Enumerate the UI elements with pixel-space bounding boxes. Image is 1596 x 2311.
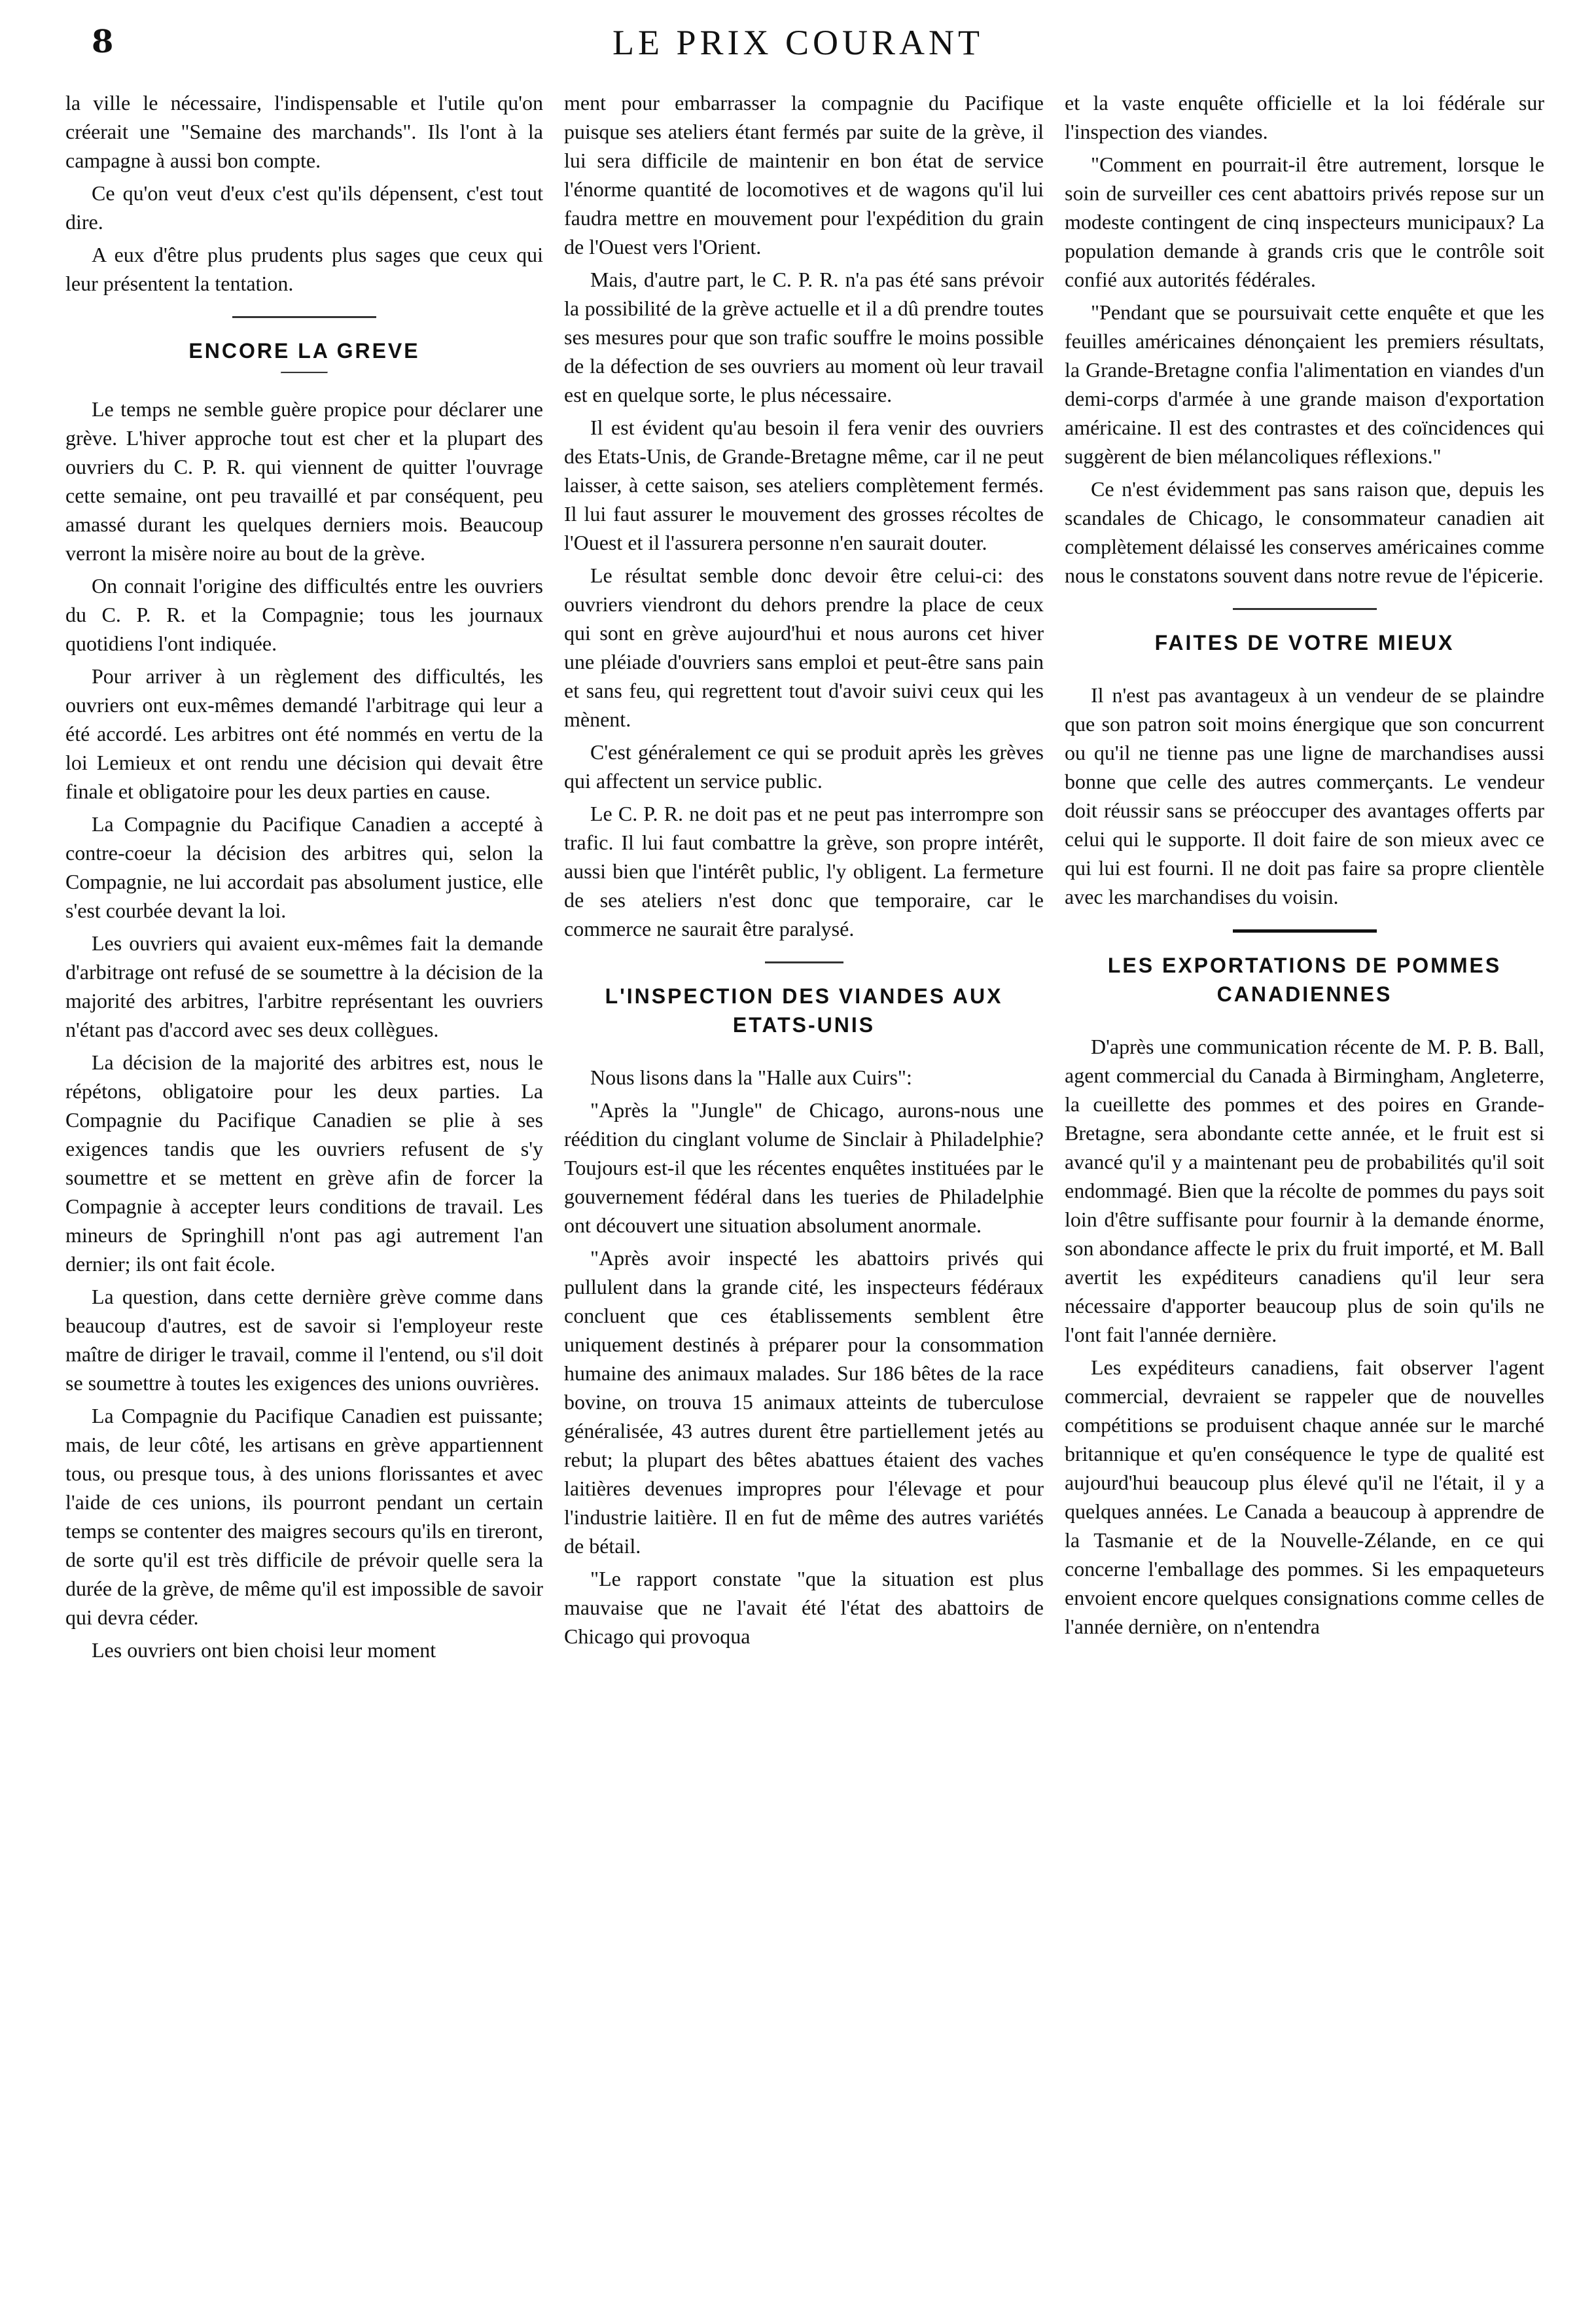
paragraph: La Compagnie du Pacifique Canadien a accepté à contre-coeur la décision des arbitres qui, selon la Compagnie, ne lui accordait pas absolument justice, elle s'est courbée devant la loi. (65, 812, 543, 922)
paragraph: "Après avoir inspecté les abattoirs privés qui pullulent dans la grande cité, les inspecteurs fédéraux concluent que ces établissements semblent être uniquement destinés à préparer pour la consommation humaine des animaux malades. Sur 186 bêtes de la race bovine, on trouva 15 animaux atteints de tuberculose généralisée, 43 autres durent être partiellement jetés au rebut; la plupart des bêtes abattues étaient des vaches laitières devenues impropres pour l'élevage et pour l'industrie laitière. Il en fut de même des autres variétés de bétail. (564, 1246, 1044, 1558)
paragraph: On connait l'origine des difficultés entre les ouvriers du C. P. R. et la Compagnie; tous les journaux quotidiens l'ont indiquée. (65, 574, 543, 655)
paragraph: "Après la "Jungle" de Chicago, aurons-nous une réédition du cinglant volume de Sinclair à Philadelphie? Toujours est-il que les récentes enquêtes instituées par le gouvernement fédéral dans les tueries de Philadelphie ont découvert une situation absolument anormale. (564, 1098, 1044, 1237)
paragraph: La décision de la majorité des arbitres est, nous le répétons, obligatoire pour les deux parties. La Compagnie du Pacifique Canadien se plie à ses exigences tandis que les ouvriers refusent de s'y soumettre et se mettent en grève afin de forcer la Compagnie à accepter leurs conditions de travail. Les mineurs de Springhill n'ont pas agi autrement l'an dernier; ils ont fait école. (65, 1050, 543, 1276)
paragraph: ment pour embarrasser la compagnie du Pacifique puisque ses ateliers étant fermés par suite de la grève, il lui sera difficile de maintenir en bon état de service l'énorme quantité de locomotives et de wagons qu'il lui faudra mettre en mouvement pour l'expédition du grain de l'Ouest vers l'Orient. (564, 91, 1044, 259)
column-2 (564, 88, 1044, 2298)
paragraph: Les expéditeurs canadiens, fait observer l'agent commercial, devraient se rappeler que de nouvelles compétitions se produisent chaque année sur le marché britannique et qu'en conséquence le type de qualité est aujourd'hui beaucoup plus élevé qu'il ne l'était, il y a quelques années. Le Canada a beaucoup à apprendre de la Tasmanie et de la Nouvelle-Zélande, en ce qui concerne l'emballage des pommes. Si les empaqueteurs envoient encore quelques consignations comme celles de l'année dernière, on n'entendra (1065, 1355, 1544, 1638)
section-divider (1233, 929, 1377, 933)
paragraph: Les ouvriers qui avaient eux-mêmes fait la demande d'arbitrage ont refusé de se soumettre à la décision de la majorité des arbitres, l'arbitre représentant les ouvriers n'étant pas d'accord avec ses deux collègues. (65, 931, 543, 1041)
column-3 (1065, 88, 1544, 2298)
article-title-greve: ENCORE LA GREVE (188, 339, 420, 363)
running-title: LE PRIX COURANT (612, 23, 984, 62)
paragraph: "Le rapport constate "que la situation est plus mauvaise que ne l'avait été l'état des abattoirs de Chicago qui provoqua (564, 1567, 1044, 1648)
section-divider (1233, 608, 1377, 610)
paragraph: La Compagnie du Pacifique Canadien est puissante; mais, de leur côté, les artisans en grève appartiennent tous, ou presque tous, à des unions florissantes et avec l'aide de ces unions, ils pourront pendant un certain temps se contenter des maigres secours qu'ils en tireront, de sorte qu'il est très difficile de prévoir quelle sera la durée de la grève, de même qu'il est impossible de savoir qui devra céder. (65, 1404, 543, 1629)
paragraph: Il est évident qu'au besoin il fera venir des ouvriers des Etats-Unis, de Grande-Bretagne même, car il ne peut laisser, à cette saison, ses ateliers complètement fermés. Il lui faut assurer le mouvement des grosses récoltes de l'Ouest et il l'assurera personne n'en saurait douter. (564, 416, 1044, 554)
paragraph: Ce n'est évidemment pas sans raison que, depuis les scandales de Chicago, le consommateur canadien ait complètement délaissé les conserves américaines comme nous le constatons souvent dans notre revue de l'épicerie. (1065, 477, 1544, 587)
article-title-pommes: LES EXPORTATIONS DE POMMES CANADIENNES (1107, 954, 1502, 1006)
paragraph: la ville le nécessaire, l'indispensable et l'utile qu'on créerait une "Semaine des marchands". Ils l'ont à la campagne à aussi bon compte. (65, 91, 543, 172)
paragraph: Ce qu'on veut d'eux c'est qu'ils dépensent, c'est tout dire. (65, 181, 543, 234)
paragraph: Mais, d'autre part, le C. P. R. n'a pas été sans prévoir la possibilité de la grève actuelle et il a dû prendre toutes ses mesures pour que son trafic souffre le moins possible de la défection de ses ouvriers au moment où leur travail est en quelque sorte, le plus nécessaire. (564, 268, 1044, 406)
column-1 (65, 88, 543, 2298)
paragraph: Pour arriver à un règlement des difficultés, les ouvriers ont eux-mêmes demandé l'arbitrage qui leur a été accordé. Les arbitres ont été nommés en vertu de la loi Lemieux et ont rendu une décision qui devait être finale et obligatoire pour les deux parties en cause. (65, 664, 543, 803)
paragraph: La question, dans cette dernière grève comme dans beaucoup d'autres, est de savoir si l'employeur reste maître de diriger le travail, comme il l'entend, ou s'il doit se soumettre à toutes les exigences des unions ouvrières. (65, 1285, 543, 1395)
paragraph: "Pendant que se poursuivait cette enquête et que les feuilles américaines dénonçaient les premiers résultats, la Grande-Bretagne confia l'alimentation en viandes d'un demi-corps d'armée à une grande maison d'exportation américaine. Il est des contrastes et des coïncidences qui suggèrent de bien mélancoliques réflexions." (1065, 300, 1544, 468)
paragraph: D'après une communication récente de M. P. B. Ball, agent commercial du Canada à Birmingham, Angleterre, la cueillette des pommes et des poires en Grande-Bretagne, sera abondante cette année, et le fruit est si avancé qu'il y a maintenant peu de probabilités qu'il soit endommagé. Bien que la récolte de pommes du pays soit loin d'être suffisante pour fournir à la demande énorme, son abondance affecte le prix du fruit importé, et M. Ball avertit les expéditeurs canadiens qu'il leur sera nécessaire d'apporter beaucoup plus de soin qu'ils ne l'ont fait l'année dernière. (1065, 1035, 1544, 1346)
paragraph: Nous lisons dans la "Halle aux Cuirs": (590, 1066, 912, 1089)
paragraph: Les ouvriers ont bien choisi leur moment (92, 1638, 436, 1662)
paragraph: Le temps ne semble guère propice pour déclarer une grève. L'hiver approche tout est cher et la plupart des ouvriers du C. P. R. qui viennent de quitter l'ouvrage cette semaine, ont peu travaillé et par conséquent, peu amassé durant les quelques derniers mois. Beaucoup verront la misère noire au bout de la grève. (65, 397, 543, 565)
paragraph: et la vaste enquête officielle et la loi fédérale sur l'inspection des viandes. (1065, 91, 1544, 143)
paragraph: "Comment en pourrait-il être autrement, lorsque le soin de surveiller ces cent abattoirs privés repose sur un modeste contingent de cinq inspecteurs municipaux? La population demande à grands cris que le contrôle soit confié aux autorités fédérales. (1065, 152, 1544, 291)
page-number: 8 (92, 24, 114, 60)
section-divider (232, 316, 376, 318)
paragraph: Le C. P. R. ne doit pas et ne peut pas interrompre son trafic. Il lui faut combattre la grève, son propre intérêt, aussi bien que l'intérêt public, l'y obligent. La fermeture de ses ateliers n'est donc que temporaire, car le commerce ne saurait être paralysé. (564, 802, 1044, 941)
title-underline (281, 372, 328, 374)
paragraph: Le résultat semble donc devoir être celui-ci: des ouvriers viendront du dehors prendre la place de ceux qui sont en grève aujourd'hui et nous aurons cet hiver une pléiade d'ouvriers sans emploi et peut-être sans pain et sans feu, qui regrettent tout d'avoir suivi ceux qui les mènent. (564, 564, 1044, 731)
section-divider (765, 961, 843, 963)
article-title-mieux: FAITES DE VOTRE MIEUX (1154, 631, 1455, 654)
paragraph: C'est généralement ce qui se produit après les grèves qui affectent un service public. (564, 740, 1044, 793)
paragraph: A eux d'être plus prudents plus sages que ceux qui leur présentent la tentation. (65, 243, 543, 295)
paragraph: Il n'est pas avantageux à un vendeur de se plaindre que son patron soit moins énergique que son concurrent ou qu'il ne tienne pas une ligne de marchandises aussi bonne que celle des autres commerçants. Le vendeur doit réussir sans se préoccuper des avantages offerts par celui qui le supporte. Il doit faire de son mieux avec ce qui lui est fourni. Il ne doit pas faire sa propre clientèle avec les marchandises du voisin. (1065, 683, 1544, 908)
article-title-viandes: L'INSPECTION DES VIANDES AUX ETATS-UNIS (605, 984, 1003, 1037)
